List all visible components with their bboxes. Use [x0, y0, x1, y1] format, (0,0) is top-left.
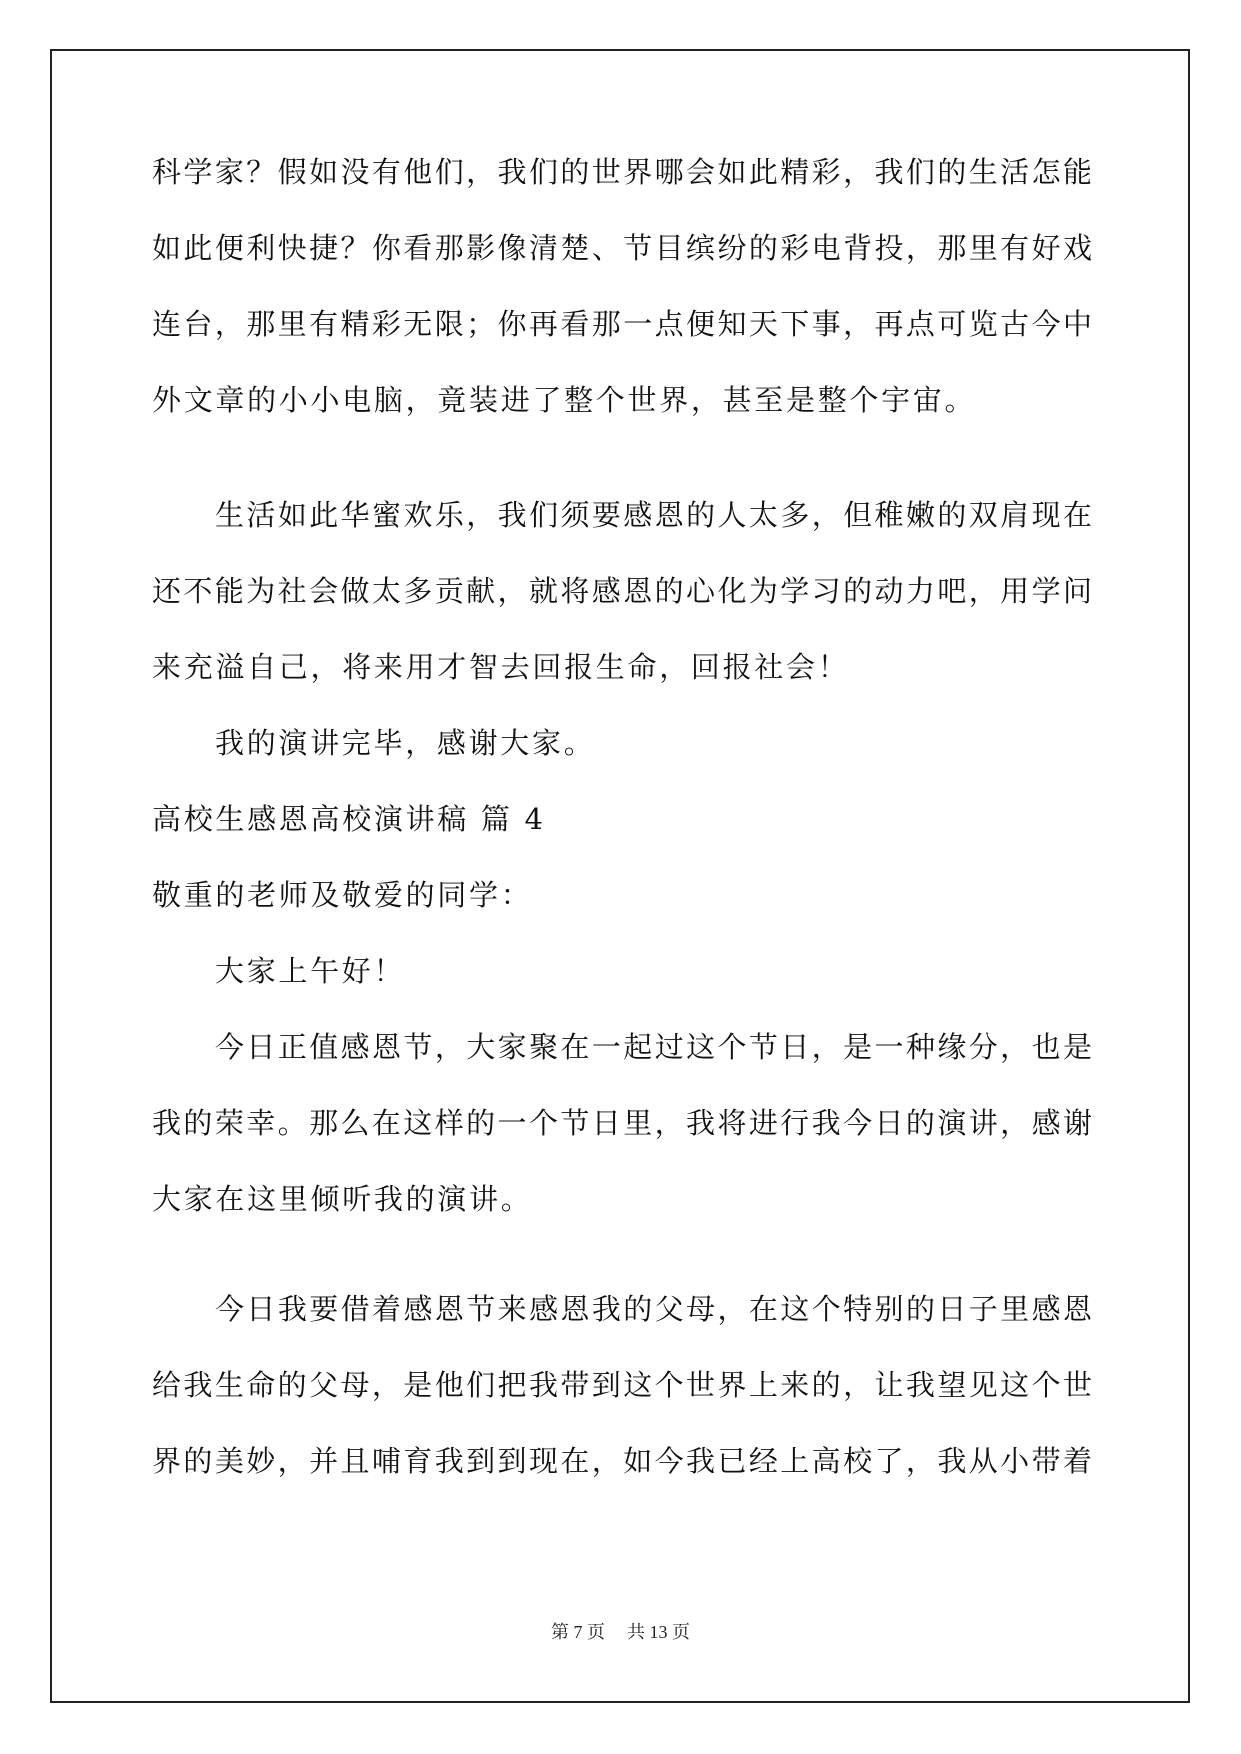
paragraph-line: 连台，那里有精彩无限；你再看那一点便知天下事，再点可览古今中 — [152, 307, 1092, 341]
paragraph-line: 今日我要借着感恩节来感恩我的父母，在这个特别的日子里感恩 — [215, 1292, 1092, 1326]
salutation: 敬重的老师及敬爱的同学： — [152, 878, 533, 912]
greeting: 大家上午好！ — [215, 954, 406, 988]
page-total: 共 13 页 — [627, 1622, 690, 1642]
page-footer — [0, 1620, 1241, 1644]
paragraph-line: 外文章的小小电脑，竟装进了整个世界，甚至是整个宇宙。 — [152, 383, 977, 417]
paragraph-line: 科学家？假如没有他们，我们的世界哪会如此精彩，我们的生活怎能 — [152, 155, 1092, 189]
paragraph-line: 来充溢自己，将来用才智去回报生命，回报社会！ — [152, 650, 850, 684]
paragraph-line: 生活如此华蜜欢乐，我们须要感恩的人太多，但稚嫩的双肩现在 — [215, 498, 1092, 532]
paragraph-line: 今日正值感恩节，大家聚在一起过这个节日，是一种缘分，也是 — [215, 1030, 1092, 1064]
page-number: 第 7 页 — [551, 1622, 605, 1642]
paragraph-line: 给我生命的父母，是他们把我带到这个世界上来的，让我望见这个世 — [152, 1368, 1092, 1402]
section-heading: 高校生感恩高校演讲稿 篇 4 — [152, 802, 546, 836]
paragraph-line: 如此便利快捷？你看那影像清楚、节目缤纷的彩电背投，那里有好戏 — [152, 231, 1092, 265]
paragraph-line: 大家在这里倾听我的演讲。 — [152, 1182, 533, 1216]
paragraph-line: 界的美妙，并且哺育我到到现在，如今我已经上高校了，我从小带着 — [152, 1444, 1092, 1478]
paragraph-line: 我的荣幸。那么在这样的一个节日里，我将进行我今日的演讲，感谢 — [152, 1106, 1092, 1140]
closing-line: 我的演讲完毕，感谢大家。 — [215, 726, 596, 760]
paragraph-line: 还不能为社会做太多贡献，就将感恩的心化为学习的动力吧，用学问 — [152, 574, 1092, 608]
